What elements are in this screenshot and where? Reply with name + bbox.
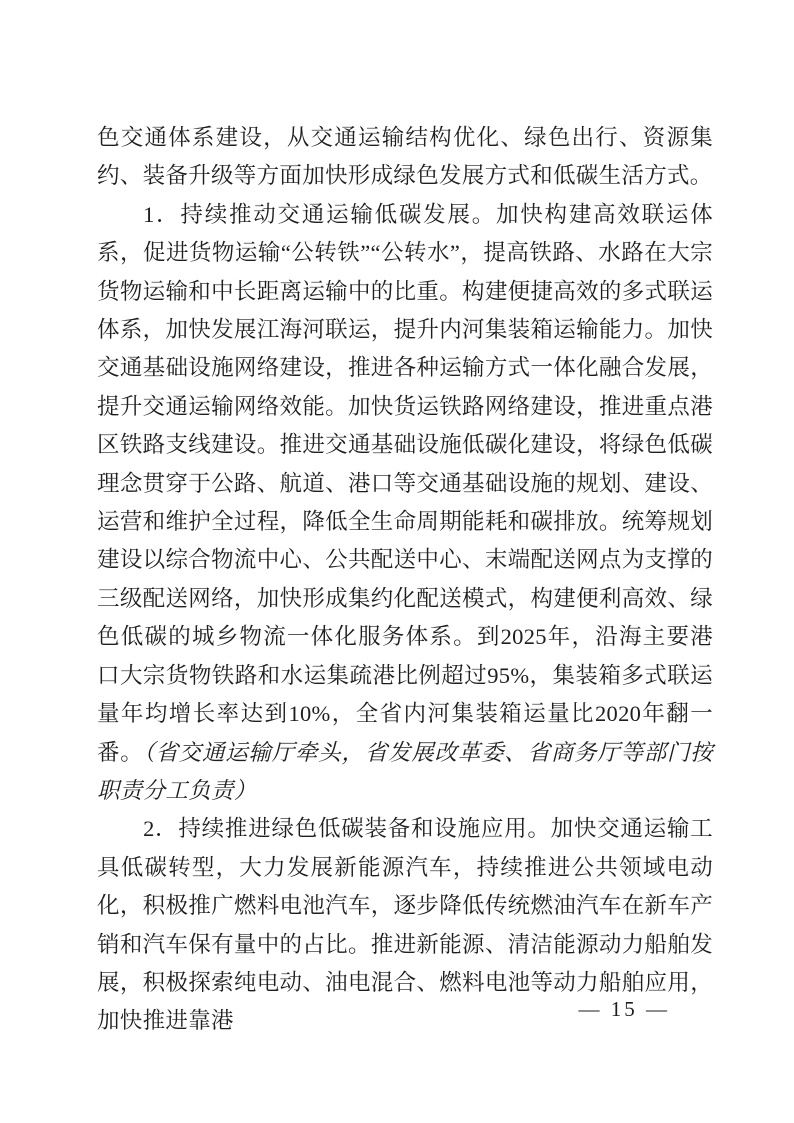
document-body: [97, 119, 713, 1041]
paragraph-item-1-attribution: （省交通运输厅牵头，省发展改革委、省商务厅等部门按职责分工负责）: [97, 739, 713, 803]
paragraph-continuation: 色交通体系建设，从交通运输结构优化、绿色出行、资源集约、装备升级等方面加快形成绿色发展方式和低碳生活方式。: [97, 125, 713, 189]
paragraph-item-1-text: 1．持续推动交通运输低碳发展。加快构建高效联运体系，促进货物运输“公转铁”“公转水”，提高铁路、水路在大宗货物运输和中长距离运输中的比重。构建便捷高效的多式联运体系，加快发展江海河联运，提升内河集装箱运输能力。加快交通基础设施网络建设，推进各种运输方式一体化融合发展，提升交通运输网络效能。加快货运铁路网络建设，推进重点港区铁路支线建设。推进交通基础设施低碳化建设，将绿色低碳理念贯穿于公路、航道、港口等交通基础设施的规划、建设、运营和维护全过程，降低全生命周期能耗和碳排放。统筹规划建设以综合物流中心、公共配送中心、末端配送网点为支撑的三级配送网络，加快形成集约化配送模式，构建便利高效、绿色低碳的城乡物流一体化服务体系。到2025年，沿海主要港口大宗货物铁路和水运集疏港比例超过95%，集装箱多式联运量年均增长率达到10%，全省内河集装箱运量比2020年翻一番。: [97, 201, 713, 765]
paragraph-item-1: [97, 196, 713, 811]
page-number: — 15 —: [578, 997, 670, 1021]
paragraph-item-2: 2．持续推进绿色低碳装备和设施应用。加快交通运输工具低碳转型，大力发展新能源汽车，持续推进公共领域电动化，积极推广燃料电池汽车，逐步降低传统燃油汽车在新车产销和汽车保有量中的占比。推进新能源、清洁能源动力船舶发展，积极探索纯电动、油电混合、燃料电池等动力船舶应用，加快推进靠港: [97, 816, 713, 1034]
